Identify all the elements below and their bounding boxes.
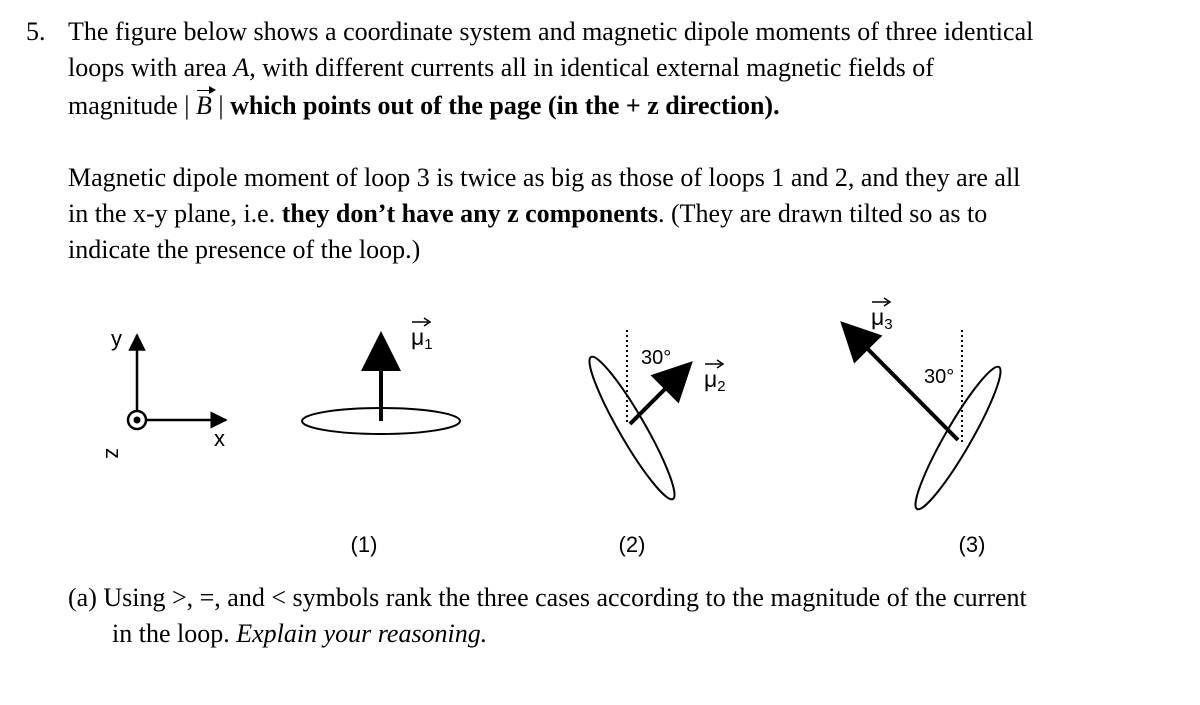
coordinate-axes	[101, 326, 226, 459]
intro-line-2-text: loops with area	[68, 53, 234, 82]
case-1-label: (1)	[350, 532, 378, 557]
explain-reasoning: Explain your reasoning.	[236, 619, 488, 648]
loop-3	[843, 298, 1010, 516]
mu2-symbol: μ	[704, 366, 718, 392]
para2-line-2-text: in the x-y plane, i.e.	[68, 199, 282, 228]
z-axis-label: z	[101, 448, 126, 459]
abs-bar: |	[211, 91, 231, 120]
mu2-arrow	[630, 364, 690, 424]
no-z-components-bold: they don’t have any z components	[281, 199, 659, 228]
problem-number: 5.	[26, 17, 46, 46]
mu2-label	[704, 366, 726, 395]
angle-2-label: 30°	[641, 347, 672, 369]
mu2-subscript: 2	[717, 378, 726, 395]
angle-3-label: 30°	[924, 366, 955, 388]
para2-line-3: indicate the presence of the loop.)	[68, 235, 421, 264]
mu3-subscript: 3	[884, 316, 893, 333]
para2-line-1: Magnetic dipole moment of loop 3 is twice as big as those of loops 1 and 2, and they are all	[68, 163, 1021, 192]
part-a-line-2-text: in the loop.	[112, 619, 237, 648]
loop-1	[302, 318, 460, 434]
part-a-question: Using >, =, and < symbols rank the three cases according to the magnitude of the current	[103, 583, 1027, 612]
y-axis-label: y	[111, 326, 122, 351]
z-axis-dot	[134, 417, 141, 424]
intro-line-3-text: magnitude |	[68, 91, 196, 120]
field-direction-bold: which points out of the page (in the + z direction).	[230, 91, 780, 120]
mu1-symbol: μ	[411, 324, 425, 350]
loop-2-ellipse	[580, 350, 685, 505]
mu1-subscript: 1	[424, 336, 433, 353]
mu1-label	[411, 324, 433, 353]
loop-2	[580, 330, 726, 506]
mu3-symbol: μ	[871, 304, 885, 330]
part-a-line-1	[68, 580, 1027, 616]
mu3-label	[871, 304, 893, 333]
para2-line-2-rest: . (They are drawn tilted so as to	[658, 199, 988, 228]
part-a-line-2	[112, 616, 487, 652]
intro-line-1: The figure below shows a coordinate system and magnetic dipole moments of three identical	[68, 17, 1034, 46]
area-variable: A	[233, 53, 250, 82]
b-vector-symbol: B	[196, 88, 212, 124]
x-axis-label: x	[214, 426, 225, 451]
case-2-label: (2)	[618, 532, 646, 557]
intro-line-2-rest: , with different currents all in identical external magnetic fields of	[249, 53, 934, 82]
part-a-label: (a)	[68, 583, 104, 612]
case-3-label: (3)	[958, 532, 986, 557]
